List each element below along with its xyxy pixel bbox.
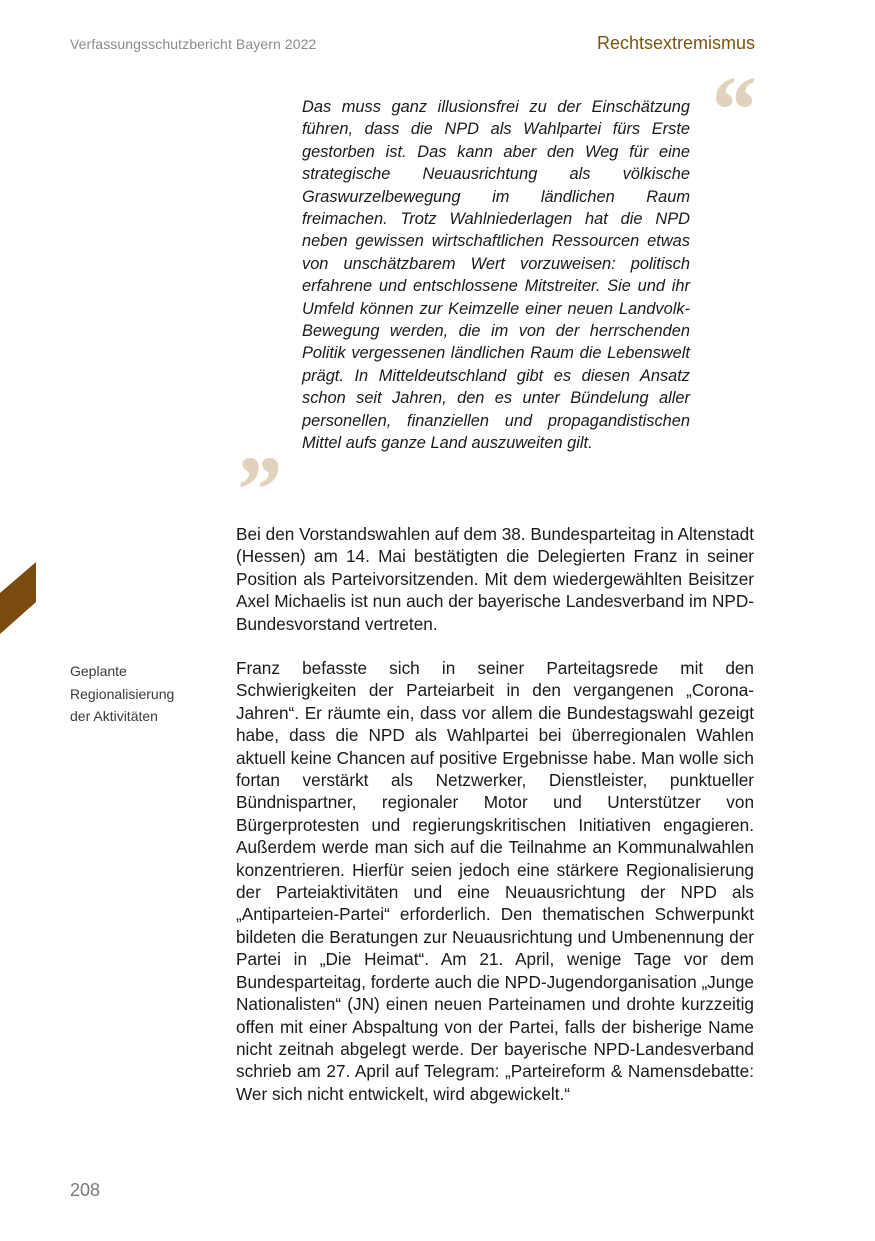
page-number: 208: [70, 1180, 101, 1200]
paragraph-party-convention: Bei den Vorstandswahlen auf dem 38. Bundesparteitag in Altenstadt (Hessen) am 14. Mai bestätigten die Delegierten Franz in seiner Position als Parteivorsitzenden. Mit dem wiedergewählten Beisitzer Axel Michaelis ist nun auch der bayerische Landesverband im NPD-Bundesvorstand vertreten.: [236, 524, 754, 634]
margin-note-line: der Aktivitäten: [70, 708, 158, 725]
margin-note-line: Regionalisierung: [70, 685, 175, 702]
closing-quote-mark-icon: ”: [232, 436, 280, 543]
margin-note: [70, 660, 200, 728]
opening-quote-mark-icon: “: [707, 56, 755, 163]
section-marker-tab: [0, 562, 36, 634]
running-header-section: Rechtsextremismus: [596, 33, 755, 53]
margin-note-line: Geplante: [70, 663, 127, 679]
paragraph-party-speech: Franz befasste sich in seiner Parteitagsrede mit den Schwierigkeiten der Parteiarbeit in den vergangenen „Corona-Jahren“. Er räumte ein, dass vor allem die Bundestagswahl gezeigt habe, dass die NPD als Wahlpartei bei überregionalen Wahlen aktuell keine Chancen auf positive Ergebnisse habe. Man wolle sich fortan verstärkt als Netzwerker, Dienstleister, punktueller Bündnispartner, regionaler Motor und Unterstützer von Bürgerprotesten und regierungskritischen Initiativen engagieren. Außerdem werde man sich auf die Teilnahme an Kommunalwahlen konzentrieren. Hierfür seien jedoch eine stärkere Regionalisierung der Parteiaktivitäten und eine Neuausrichtung der NPD als „Antiparteien-Partei“ erforderlich. Den thematischen Schwerpunkt bildeten die Beratungen zur Neuausrichtung und Umbenennung der Partei in „Die Heimat“. Am 21. April, wenige Tage vor dem Bundesparteitag, forderte auch die NPD-Jugendorganisation „Junge Nationalisten“ (JN) einen neuen Parteinamen und drohte kurzzeitig offen mit einer Abspaltung von der Partei, falls der bisherige Name nicht zeitnah abgelegt werde. Der bayerische NPD-Landesverband schrieb am 27. April auf Telegram: „Parteireform & Namensdebatte: Wer sich nicht entwickelt, wird abgewickelt.“: [236, 658, 754, 1104]
running-header-publication: Verfassungsschutzbericht Bayern 2022: [70, 36, 317, 52]
block-quote: Das muss ganz illusionsfrei zu der Einschätzung führen, dass die NPD als Wahlpartei fürs Erste gestorben ist. Das kann aber den Weg für eine strategische Neuausrichtung als völkische Graswurzelbewegung im ländlichen Raum freimachen. Trotz Wahlniederlagen hat die NPD neben gewissen wirtschaftlichen Ressourcen etwas von unschätzbarem Wert vorzuweisen: politisch erfahrene und entschlossene Mitstreiter. Sie und ihr Umfeld können zur Keimzelle einer neuen Landvolk-Bewegung werden, die im von der herrschenden Politik vergessenen ländlichen Raum die Lebenswelt prägt. In Mitteldeutschland gibt es diesen Ansatz schon seit Jahren, den es unter Bündelung aller personellen, finanziellen und propagandistischen Mittel aufs ganze Land auszuweiten gilt.: [302, 98, 690, 453]
